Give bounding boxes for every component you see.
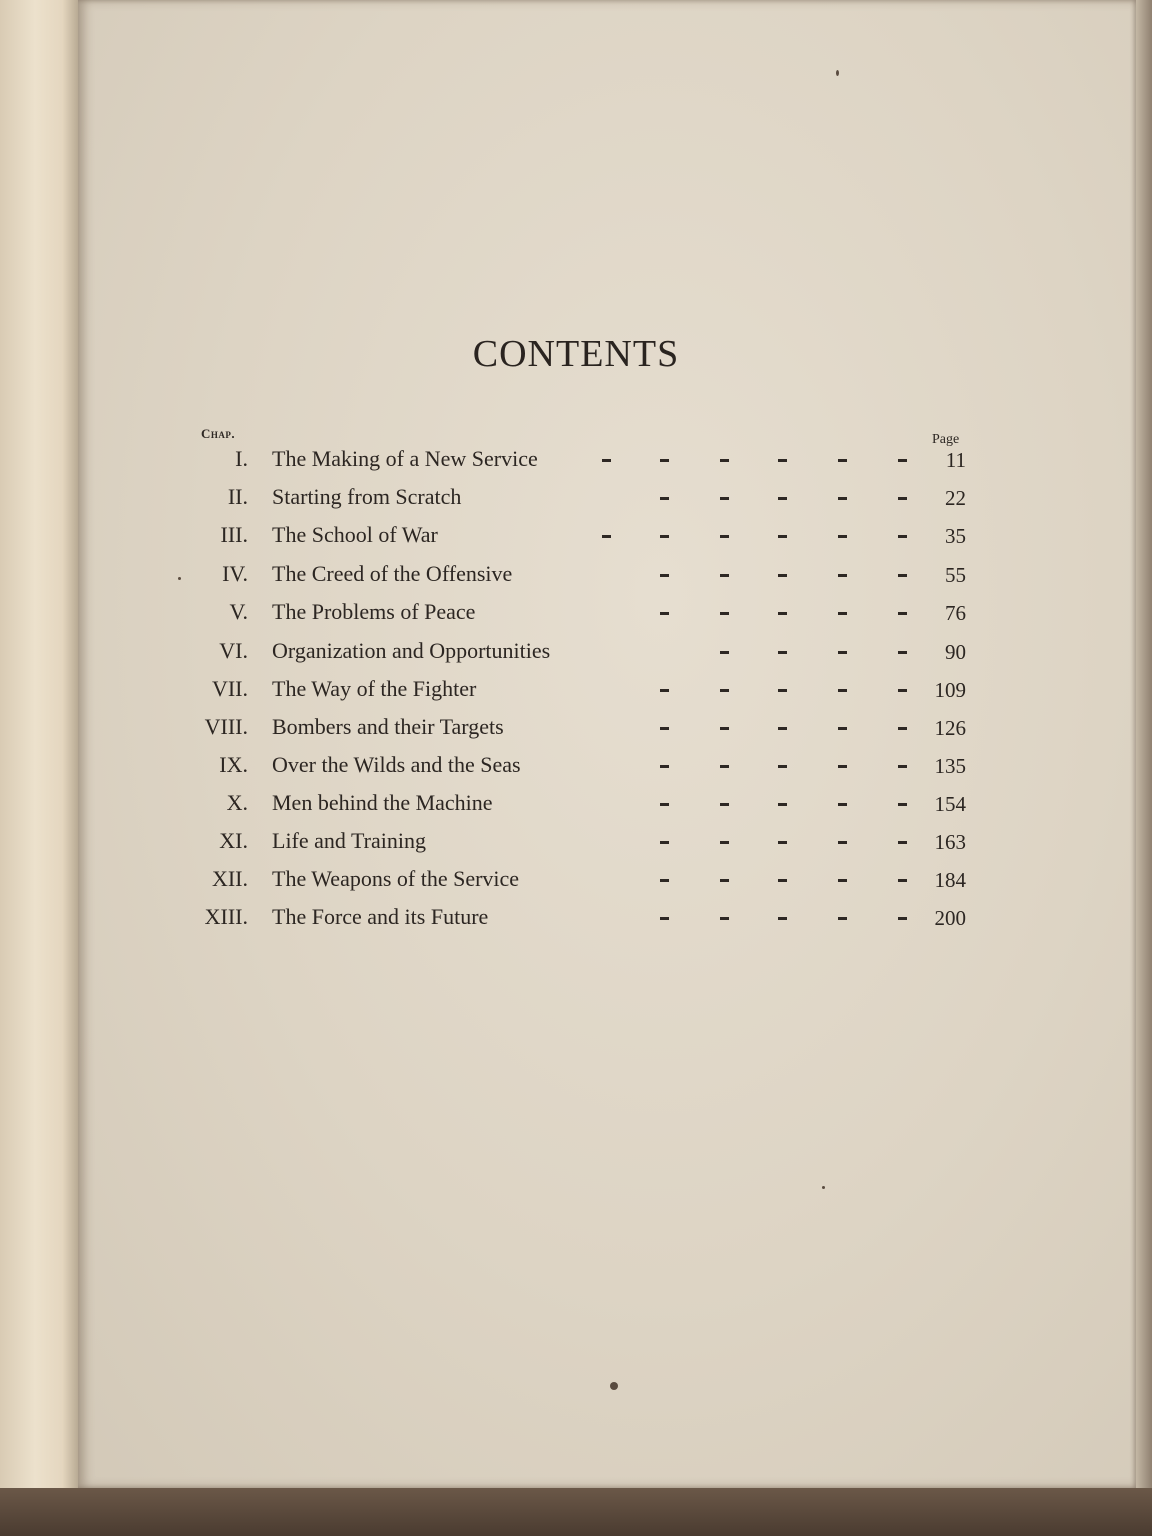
- leader-dash: [898, 612, 907, 615]
- chapter-title: The Weapons of the Service: [272, 866, 520, 891]
- chapter-number: I.: [235, 446, 248, 471]
- leader-dash: [778, 803, 787, 806]
- leader-dash: [778, 841, 787, 844]
- leader-dash: [838, 651, 847, 654]
- chapter-number: III.: [220, 522, 248, 547]
- leader-dash: [778, 689, 787, 692]
- leader-dash: [838, 841, 847, 844]
- leader-dash: [778, 879, 787, 882]
- leader-dash: [720, 803, 729, 806]
- paper-speck: [610, 1382, 618, 1390]
- chapter-title: Life and Training: [272, 828, 426, 853]
- toc-entry: [0, 790, 1152, 826]
- leader-dash: [898, 689, 907, 692]
- leader-dash: [898, 917, 907, 920]
- leader-dash: [898, 765, 907, 768]
- leader-dash: [720, 765, 729, 768]
- page-number: 22: [945, 486, 966, 510]
- page-number: 126: [934, 716, 966, 740]
- page-number: 35: [945, 524, 966, 548]
- leader-dash: [898, 727, 907, 730]
- chapter-number: VIII.: [204, 714, 248, 739]
- leader-dash: [720, 612, 729, 615]
- chapter-number: V.: [229, 599, 248, 624]
- leader-dash: [660, 765, 669, 768]
- leader-dash: [602, 459, 611, 462]
- chapter-title: The Force and its Future: [272, 904, 489, 929]
- paper-speck: [822, 1186, 825, 1189]
- page-number: 135: [934, 754, 966, 778]
- leader-dash: [778, 497, 787, 500]
- page-number: 200: [934, 906, 966, 930]
- chapter-number: VII.: [211, 676, 248, 701]
- toc-entry: [0, 561, 1152, 597]
- leader-dash: [660, 879, 669, 882]
- chapter-number: IV.: [222, 561, 248, 586]
- leader-dash: [838, 612, 847, 615]
- page-number: 76: [945, 601, 966, 625]
- leader-dash: [602, 535, 611, 538]
- leader-dash: [778, 459, 787, 462]
- page-number: 90: [945, 640, 966, 664]
- book-bottom-edge: [0, 1488, 1152, 1536]
- leader-dash: [898, 459, 907, 462]
- leader-dash: [720, 689, 729, 692]
- leader-dash: [720, 535, 729, 538]
- leader-dash: [720, 879, 729, 882]
- leader-dash: [660, 803, 669, 806]
- leader-dash: [838, 535, 847, 538]
- chapter-title: Over the Wilds and the Seas: [272, 752, 521, 777]
- leader-dash: [838, 727, 847, 730]
- leader-dash: [898, 574, 907, 577]
- leader-dash: [838, 765, 847, 768]
- paper-speck: [836, 70, 839, 76]
- page-number: 154: [934, 792, 966, 816]
- leader-dash: [720, 841, 729, 844]
- leader-dash: [660, 689, 669, 692]
- toc-entry: [0, 714, 1152, 750]
- chapter-number: IX.: [219, 752, 248, 777]
- chapter-number: II.: [227, 484, 248, 509]
- toc-entry: [0, 676, 1152, 712]
- leader-dash: [778, 535, 787, 538]
- leader-dash: [720, 727, 729, 730]
- toc-entry: [0, 638, 1152, 674]
- chapter-title: The Making of a New Service: [272, 446, 538, 471]
- leader-dash: [838, 497, 847, 500]
- leader-dash: [898, 879, 907, 882]
- toc-entry: [0, 446, 1152, 482]
- toc-entry: [0, 484, 1152, 520]
- leader-dash: [720, 651, 729, 654]
- chapter-title: The Creed of the Offensive: [272, 561, 513, 586]
- chapter-title: The Problems of Peace: [272, 599, 476, 624]
- chapter-number: XIII.: [204, 904, 248, 929]
- leader-dash: [660, 497, 669, 500]
- chapter-number: XI.: [219, 828, 248, 853]
- chapter-title: The Way of the Fighter: [272, 676, 477, 701]
- leader-dash: [660, 917, 669, 920]
- chapter-column-header: Chap.: [201, 426, 236, 441]
- toc-entry: [0, 522, 1152, 558]
- leader-dash: [898, 497, 907, 500]
- leader-dash: [898, 651, 907, 654]
- leader-dash: [838, 459, 847, 462]
- leader-dash: [720, 917, 729, 920]
- toc-entry: [0, 599, 1152, 635]
- leader-dash: [660, 535, 669, 538]
- leader-dash: [838, 803, 847, 806]
- leader-dash: [778, 574, 787, 577]
- leader-dash: [660, 841, 669, 844]
- page-title: CONTENTS: [472, 333, 680, 375]
- leader-dash: [720, 459, 729, 462]
- page-number: 55: [945, 563, 966, 587]
- page-number: 184: [934, 868, 966, 892]
- chapter-title: Men behind the Machine: [272, 790, 493, 815]
- leader-dash: [660, 574, 669, 577]
- chapter-number: X.: [226, 790, 248, 815]
- page-number: 163: [934, 830, 966, 854]
- leader-dash: [838, 574, 847, 577]
- leader-dash: [898, 803, 907, 806]
- leader-dash: [660, 612, 669, 615]
- leader-dash: [660, 727, 669, 730]
- chapter-title: Bombers and their Targets: [272, 714, 504, 739]
- page-number: 11: [945, 448, 966, 472]
- toc-entry: [0, 904, 1152, 940]
- leader-dash: [898, 841, 907, 844]
- leader-dash: [778, 917, 787, 920]
- toc-entry: [0, 752, 1152, 788]
- paper-speck: [178, 577, 181, 580]
- leader-dash: [838, 879, 847, 882]
- leader-dash: [778, 612, 787, 615]
- leader-dash: [720, 497, 729, 500]
- leader-dash: [778, 765, 787, 768]
- chapter-title: The School of War: [272, 522, 438, 547]
- chapter-title: Starting from Scratch: [272, 484, 462, 509]
- leader-dash: [898, 535, 907, 538]
- page-number: 109: [934, 678, 966, 702]
- leader-dash: [660, 459, 669, 462]
- toc-entry: [0, 866, 1152, 902]
- leader-dash: [838, 917, 847, 920]
- toc-entry: [0, 828, 1152, 864]
- leader-dash: [838, 689, 847, 692]
- chapter-number: VI.: [219, 638, 248, 663]
- chapter-number: XII.: [211, 866, 248, 891]
- page-column-header: Page: [932, 432, 960, 447]
- leader-dash: [778, 727, 787, 730]
- leader-dash: [720, 574, 729, 577]
- chapter-title: Organization and Opportunities: [272, 638, 551, 663]
- leader-dash: [778, 651, 787, 654]
